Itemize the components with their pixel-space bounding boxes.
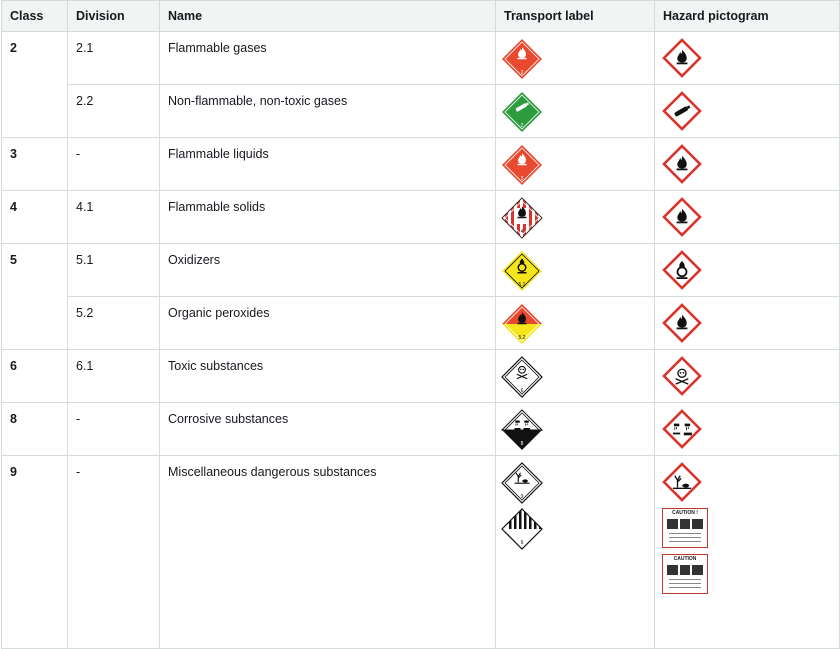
table-row	[2, 85, 840, 138]
cell-name: Miscellaneous dangerous substances	[160, 456, 496, 649]
cell-transport-label	[496, 191, 655, 244]
caution-heading: CAUTION	[673, 556, 697, 562]
cell-division: 4.1	[68, 191, 160, 244]
svg-text:9: 9	[520, 540, 524, 546]
svg-text:4: 4	[520, 229, 524, 235]
cell-name: Oxidizers	[160, 244, 496, 297]
cell-hazard-pictogram	[655, 138, 840, 191]
ghs-pictogram-flame-icon	[662, 197, 702, 237]
header-name: Name	[160, 1, 496, 32]
cell-class: 5	[2, 244, 68, 350]
cell-class: 3	[2, 138, 68, 191]
cell-name: Flammable liquids	[160, 138, 496, 191]
transport-label-flame-over-circle-icon	[501, 250, 543, 292]
svg-text:3: 3	[520, 176, 524, 182]
cell-class: 6	[2, 350, 68, 403]
svg-text:2: 2	[520, 70, 524, 76]
cell-hazard-pictogram	[655, 191, 840, 244]
cell-class: 8	[2, 403, 68, 456]
cell-class: 9	[2, 456, 68, 649]
ghs-pictogram-flame-icon	[662, 303, 702, 343]
ghs-pictogram-flame-over-circle-icon	[662, 250, 702, 290]
cell-transport-label	[496, 85, 655, 138]
transport-label-class9-stripes	[501, 508, 543, 550]
svg-text:5.1: 5.1	[518, 282, 526, 288]
cell-class: 4	[2, 191, 68, 244]
cell-class: 2	[2, 32, 68, 138]
cell-hazard-pictogram	[655, 403, 840, 456]
cell-transport-label	[496, 138, 655, 191]
cell-name: Organic peroxides	[160, 297, 496, 350]
table-row	[2, 32, 840, 85]
table-row	[2, 350, 840, 403]
table-row	[2, 456, 840, 649]
svg-text:9: 9	[520, 494, 524, 500]
transport-label-flame-icon	[501, 144, 543, 186]
cell-name: Toxic substances	[160, 350, 496, 403]
table-row	[2, 244, 840, 297]
cell-division: 6.1	[68, 350, 160, 403]
ghs-pictogram-corrosion-icon	[662, 409, 702, 449]
svg-text:6: 6	[520, 388, 524, 394]
lithium-battery-caution-label	[662, 554, 708, 594]
cell-hazard-pictogram	[655, 244, 840, 297]
table-row	[2, 297, 840, 350]
ghs-pictogram-environment-icon	[662, 462, 702, 502]
cell-name: Non-flammable, non-toxic gases	[160, 85, 496, 138]
ghs-pictogram-skull-crossbones-icon	[662, 356, 702, 396]
cell-name: Corrosive substances	[160, 403, 496, 456]
header-hazard-pictogram: Hazard pictogram	[655, 1, 840, 32]
transport-label-flame-icon	[501, 197, 543, 239]
transport-label-corrosion-icon	[501, 409, 543, 451]
svg-text:5.2: 5.2	[518, 335, 526, 341]
header-class: Class	[2, 1, 68, 32]
cell-hazard-pictogram	[655, 297, 840, 350]
table-row	[2, 138, 840, 191]
transport-label-gas-cylinder-icon	[501, 91, 543, 133]
hazard-class-table	[1, 0, 840, 649]
cell-division: 5.2	[68, 297, 160, 350]
header-division: Division	[68, 1, 160, 32]
cell-division: -	[68, 138, 160, 191]
cell-transport-label	[496, 456, 655, 649]
cell-transport-label	[496, 297, 655, 350]
transport-label-flame-icon	[501, 303, 543, 345]
ghs-pictogram-flame-icon	[662, 144, 702, 184]
cell-transport-label	[496, 403, 655, 456]
cell-hazard-pictogram	[655, 350, 840, 403]
cell-hazard-pictogram	[655, 32, 840, 85]
svg-text:8: 8	[520, 441, 524, 447]
transport-label-environment-icon	[501, 462, 543, 504]
cell-division: 2.2	[68, 85, 160, 138]
cell-name: Flammable gases	[160, 32, 496, 85]
lithium-battery-caution-label	[662, 508, 708, 548]
cell-hazard-pictogram	[655, 85, 840, 138]
table-row	[2, 191, 840, 244]
cell-division: -	[68, 456, 160, 649]
transport-label-flame-icon	[501, 38, 543, 80]
ghs-pictogram-flame-icon	[662, 38, 702, 78]
cell-transport-label	[496, 32, 655, 85]
cell-transport-label	[496, 244, 655, 297]
transport-label-skull-crossbones-icon	[501, 356, 543, 398]
caution-heading: CAUTION !	[672, 510, 698, 516]
table-row	[2, 403, 840, 456]
header-transport-label: Transport label	[496, 1, 655, 32]
cell-transport-label	[496, 350, 655, 403]
cell-name: Flammable solids	[160, 191, 496, 244]
cell-hazard-pictogram	[655, 456, 840, 649]
cell-division: 5.1	[68, 244, 160, 297]
header-row	[2, 1, 840, 32]
cell-division: 2.1	[68, 32, 160, 85]
svg-text:2: 2	[520, 123, 524, 129]
ghs-pictogram-gas-cylinder-icon	[662, 91, 702, 131]
cell-division: -	[68, 403, 160, 456]
